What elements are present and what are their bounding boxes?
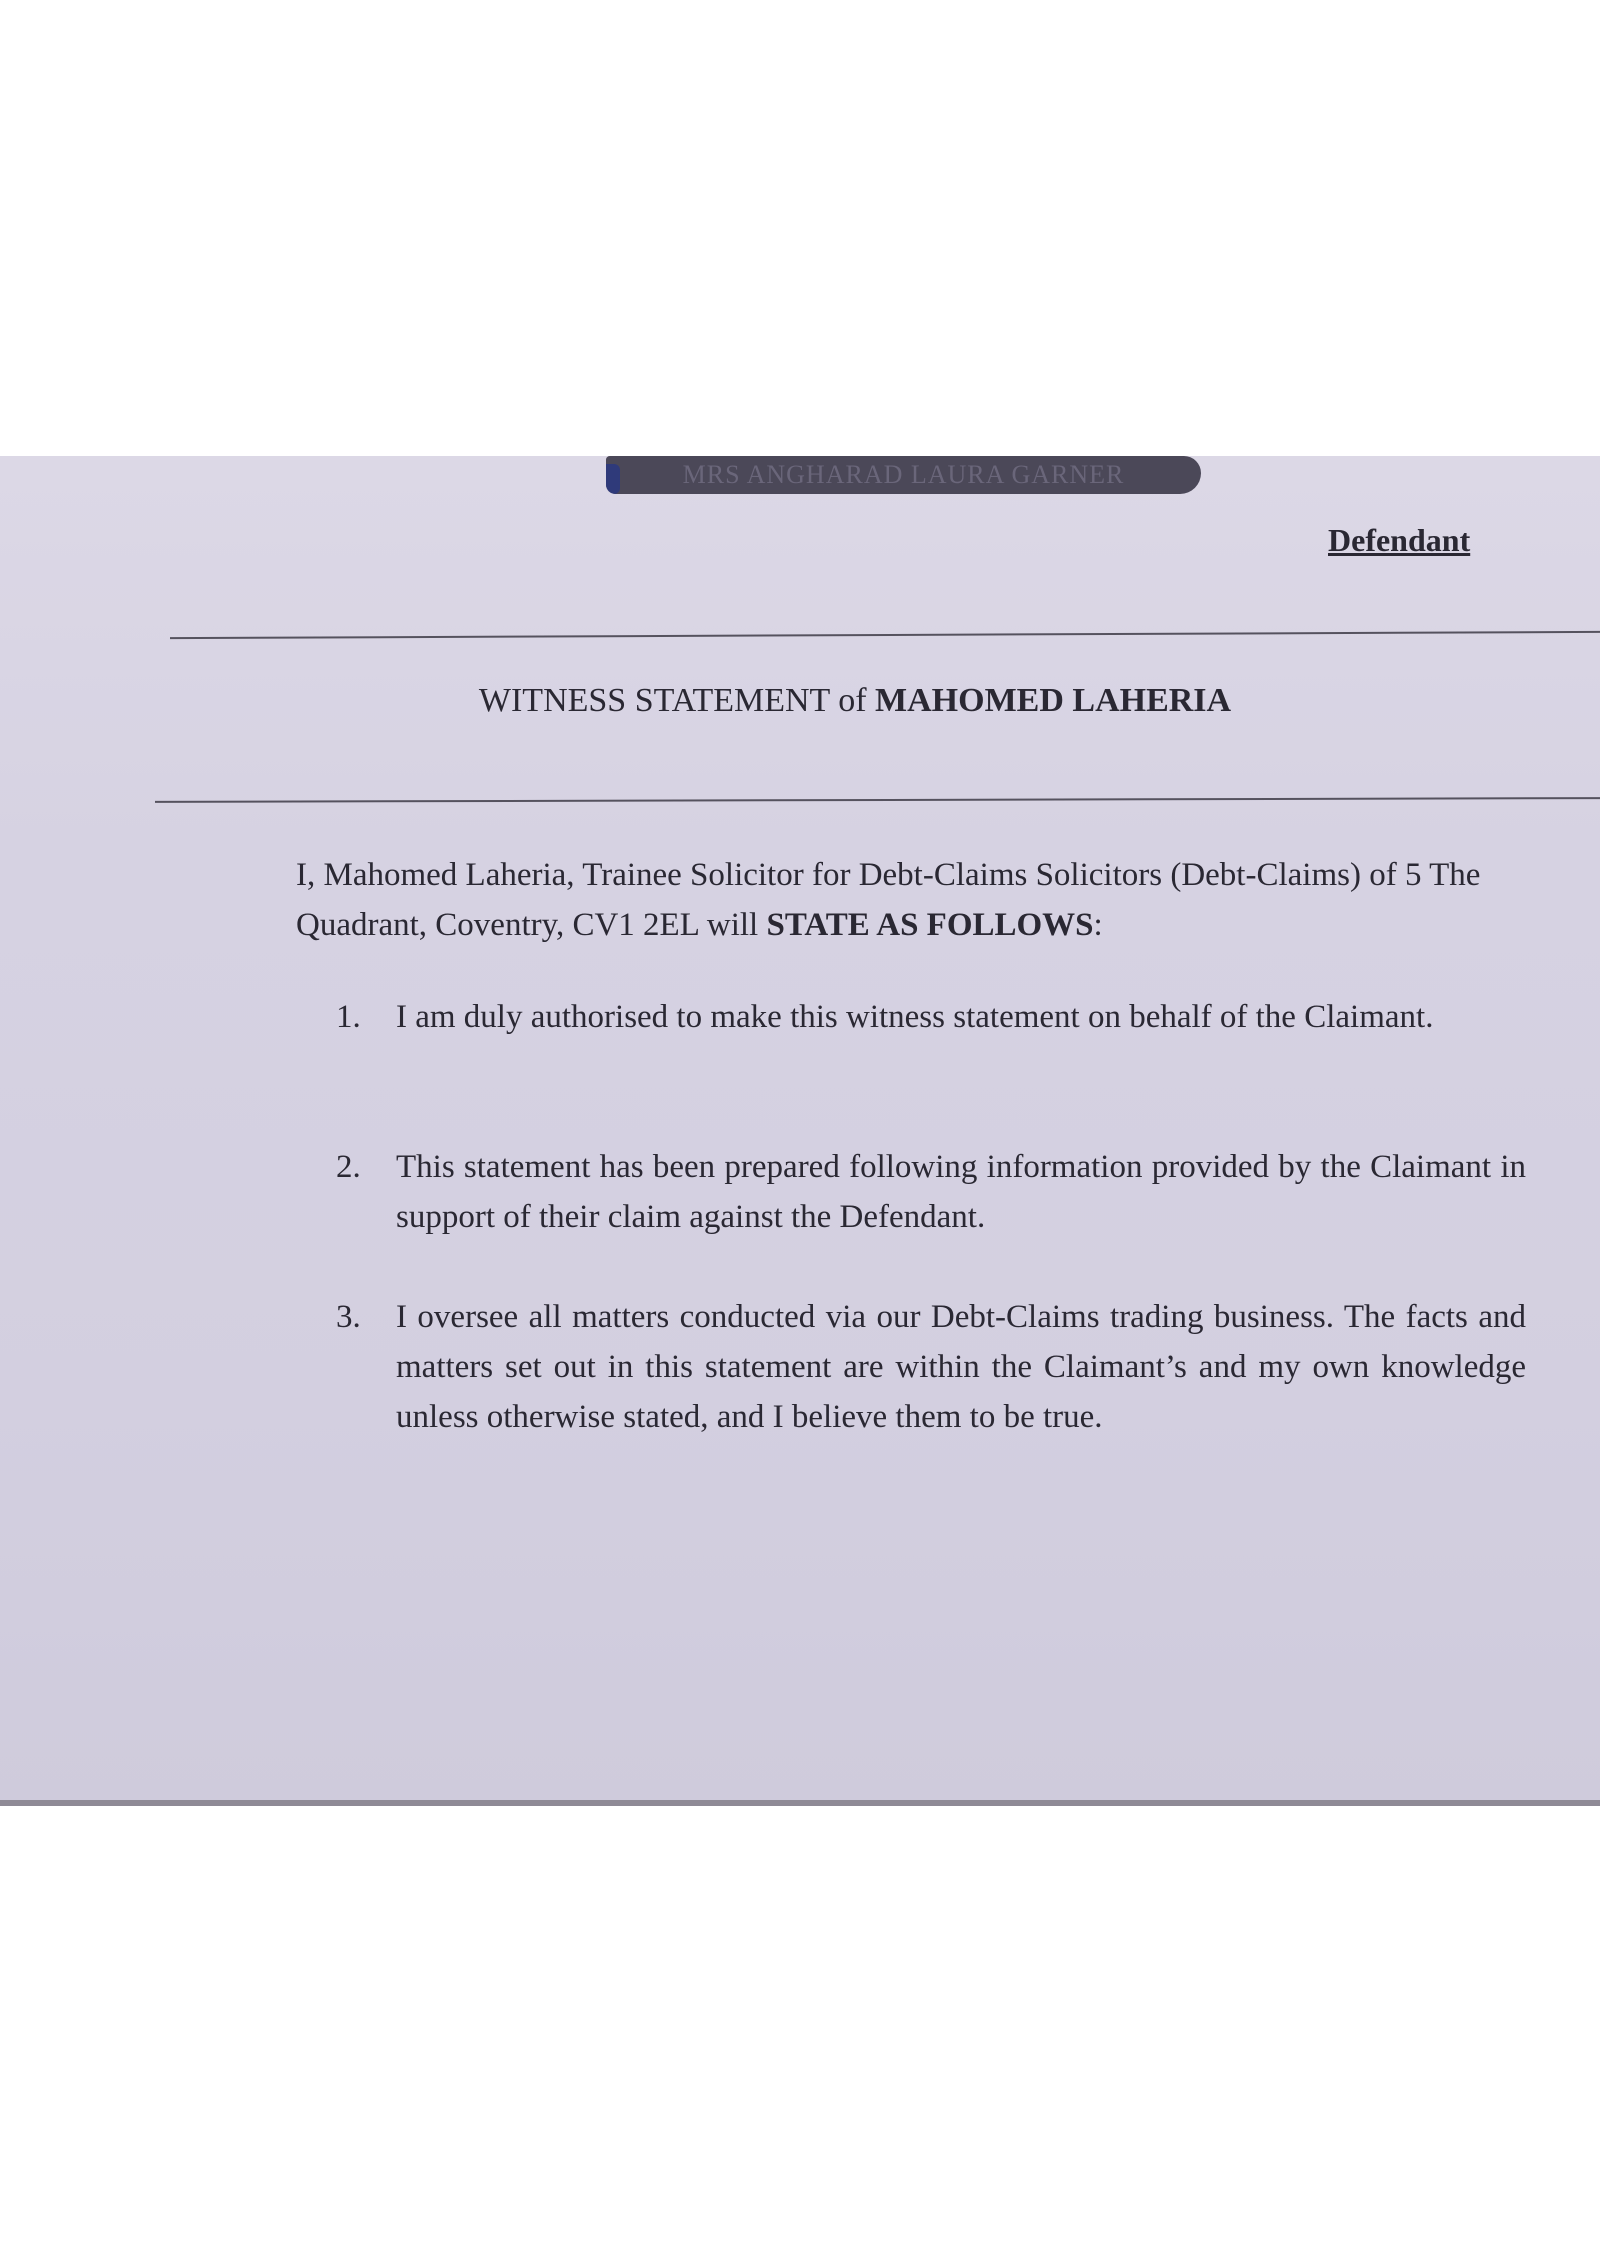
paragraph-number: 2. <box>336 1149 361 1185</box>
paragraph-text: I am duly authorised to make this witness statement on behalf of the Claimant. <box>396 999 1434 1035</box>
intro-text: I, Mahomed Laheria, Trainee Solicitor for Debt-Claims Solicitors (Debt-Claims) of 5 The Quadrant, Coventry, CV1 2EL will <box>296 857 1481 943</box>
intro-paragraph <box>296 850 1526 950</box>
redacted-party-name <box>606 456 1201 494</box>
intro-end: : <box>1093 907 1103 943</box>
numbered-paragraph <box>336 1142 1526 1242</box>
paragraph-text: This statement has been prepared following information provided by the Claimant in support of their claim against the Defendant. <box>396 1149 1526 1235</box>
party-label: Defendant <box>1328 522 1471 558</box>
paragraph-number: 3. <box>336 1299 361 1335</box>
paragraph-text: I oversee all matters conducted via our Debt-Claims trading business. The facts and matters set out in this statement are within the Claimant’s and my own knowledge unless otherwise stated, and I believe them to be true. <box>396 1299 1526 1435</box>
intro-emphasis: STATE AS FOLLOWS <box>766 907 1094 943</box>
paragraph-number: 1. <box>336 999 361 1035</box>
witness-name: MAHOMED LAHERIA <box>875 682 1232 719</box>
numbered-paragraph <box>336 1292 1526 1442</box>
numbered-paragraph <box>336 992 1526 1042</box>
document-photo <box>0 456 1600 1806</box>
title-prefix: WITNESS STATEMENT of <box>478 682 867 719</box>
statement-title <box>0 682 1600 720</box>
top-divider <box>170 631 1600 639</box>
redacted-name-text: MRS ANGHARAD LAURA GARNER <box>682 460 1125 489</box>
bottom-divider <box>155 797 1600 803</box>
